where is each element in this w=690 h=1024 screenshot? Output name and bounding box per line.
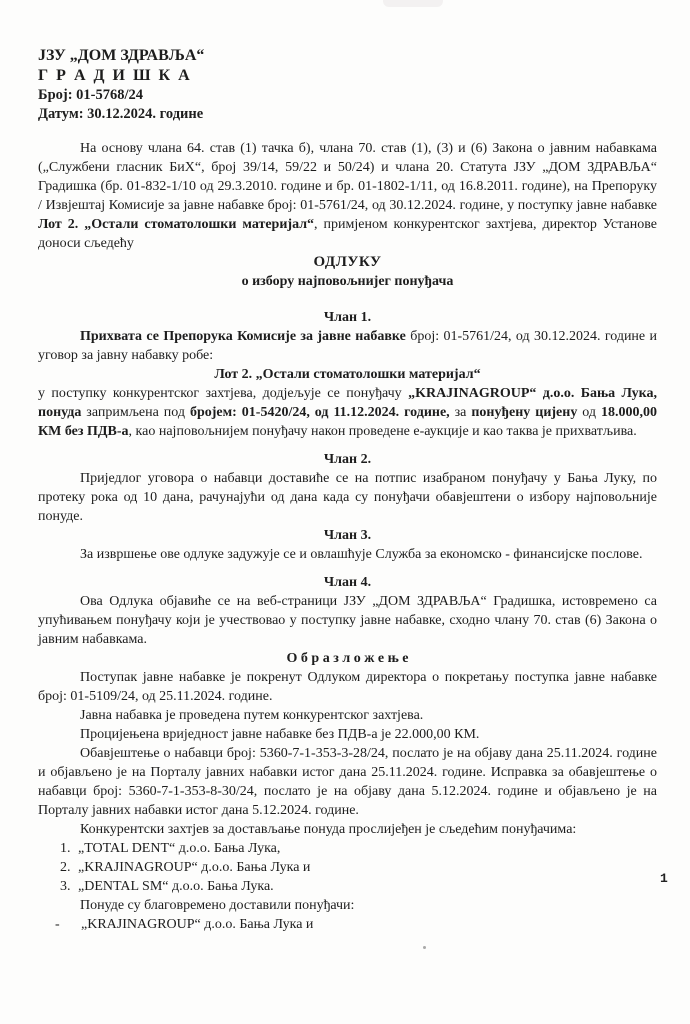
text-segment: За извршење ове одлуке задужује се и овлашћује Служба за економско - финансијске послове. — [80, 547, 643, 562]
list-item — [38, 858, 657, 877]
document-body — [38, 139, 657, 934]
text-segment: број: 01-5761/24, од 30.12.2024. године и уговор за јавну набавку робе: — [38, 329, 657, 363]
text-segment: На основу члана 64. став (1) тачка б), члана 70. став (1), (3) и (6) Закона о јавним набавкама („Службени гласник БиХ“, број 39/14, 59/22 и 50/24) и члана 20. Статута ЈЗУ „ДОМ ЗДРАВЉА“ Градишка (бр. 01-832-1/10 од 29.3.2010. године и бр. 01-1802-1/11, од 16.8.2011. године), на Препоруку / Извјештај Комисије за јавне набавке број: 01-5761/24, од 30.12.2024. године, у поступку јавне набавке — [38, 141, 657, 213]
section-heading — [38, 365, 657, 384]
text-segment: Поступак јавне набавке је покренут Одлуком директора о покретању поступка јавне набавке број: 01-5109/24, од 25.11.2024. године. — [38, 670, 657, 704]
text-segment: Процијењена вриједност јавне набавке без ПДВ-а је 22.000,00 КМ. — [80, 727, 480, 742]
text-segment: Члан 2. — [323, 452, 372, 467]
text-segment: Члан 3. — [323, 528, 372, 543]
text-segment: од — [577, 405, 601, 420]
list-marker: 2. — [60, 860, 71, 875]
document-page — [38, 46, 657, 934]
org-name: ЈЗУ „ДОМ ЗДРАВЉА“ — [38, 47, 205, 64]
paragraph — [38, 327, 657, 365]
paragraph — [38, 820, 657, 839]
text-segment: „KRAJINAGROUP“ д.о.о. Бања Лука, — [408, 386, 657, 401]
paragraph — [38, 469, 657, 526]
text-segment: „KRAJINAGROUP“ д.о.о. Бања Лука и — [78, 860, 311, 875]
text-segment: О б р а з л о ж е њ е — [286, 651, 409, 666]
list-marker: 1. — [60, 841, 71, 856]
text-segment: „DENTAL SM“ д.о.о. Бања Лука. — [78, 879, 274, 894]
text-segment: Понуде су благовремено доставили понуђачи: — [80, 898, 355, 913]
list-item — [38, 877, 657, 896]
document-number: Број: 01-5768/24 — [38, 87, 144, 103]
paragraph — [38, 139, 657, 253]
paragraph — [38, 592, 657, 649]
text-segment: , примјеном конкурентског захтјева, директор Установе доноси сљедећу — [38, 217, 657, 251]
section-heading — [38, 573, 657, 592]
text-segment: Лот 2. „Остали стоматолошки материјал“ — [214, 367, 481, 382]
scan-artifact-band — [383, 0, 443, 7]
section-heading — [38, 526, 657, 545]
paragraph — [38, 706, 657, 725]
text-segment: Обавјештење о набавци број: 5360-7-1-353-3-28/24, послато је на објаву дана 25.11.2024. године и објављено је на Порталу јавних набавки истог дана 25.11.2024. године. Исправка за обавјештење о набавци број: 5360-7-1-353-8-30/24, послато је на објаву дана 5.12.2024. године и објављено је на Порталу јавних набавки истог дана 5.12.2024. године. — [38, 746, 657, 818]
text-segment: Лот 2. „Остали стоматолошки материјал“ — [38, 217, 315, 232]
list-marker: - — [55, 917, 60, 932]
section-heading — [38, 253, 657, 272]
paragraph — [38, 896, 657, 915]
list-marker: 3. — [60, 879, 71, 894]
document-header — [38, 46, 657, 124]
paragraph — [38, 668, 657, 706]
text-segment: Приједлог уговора о набавци доставиће се на потпис изабраном понуђачу у Бања Луку, по протеку рока од 10 дана, рачунајући од дана када су понуђачи обавјештени о избору најповољније понуде. — [38, 471, 657, 524]
page-number: 1 — [660, 871, 668, 886]
text-segment: за — [449, 405, 472, 420]
text-segment: запримљена под — [81, 405, 190, 420]
text-segment: „KRAJINAGROUP“ д.о.о. Бања Лука и — [81, 917, 314, 932]
text-segment: ОДЛУКУ — [313, 254, 382, 270]
text-segment: Ова Одлука објавиће се на веб-страници ЈЗУ „ДОМ ЗДРАВЉА“ Градишка, истовремено са упућивањем понуђачу који је учествовао у поступку јавне набавке, сходно члану 70. став (6) Закона о јавним набавкама. — [38, 594, 657, 647]
text-segment: 18.000,00 КМ без ПДВ-а — [38, 405, 657, 439]
text-segment: , као најповољнијем понуђачу након проведене е-аукције и као таква је прихватљива. — [128, 424, 637, 439]
list-item — [38, 915, 657, 934]
section-heading — [38, 649, 657, 668]
scan-speck — [423, 946, 426, 949]
paragraph — [38, 725, 657, 744]
section-heading — [38, 308, 657, 327]
paragraph — [38, 545, 657, 564]
text-segment: „TOTAL DENT“ д.о.о. Бања Лука, — [78, 841, 281, 856]
section-heading — [38, 272, 657, 291]
text-segment: Члан 4. — [323, 575, 372, 590]
section-heading — [38, 450, 657, 469]
text-segment: Прихвата се Препорука Комисије за јавне набавке — [80, 329, 406, 344]
text-segment: Члан 1. — [323, 310, 372, 325]
paragraph — [38, 744, 657, 820]
text-segment: Јавна набавка је проведена путем конкурентског захтјева. — [80, 708, 424, 723]
text-segment: Конкурентски захтјев за достављање понуда прослијеђен је сљедећим понуђачима: — [80, 822, 577, 837]
text-segment: у поступку конкурентског захтјева, додјељује се понуђачу — [38, 386, 409, 401]
text-segment: понуђену цијену — [471, 405, 578, 420]
document-date: Датум: 30.12.2024. године — [38, 106, 204, 122]
list-item — [38, 839, 657, 858]
text-segment: понуда — [38, 405, 82, 420]
text-segment: бројем: 01-5420/24, од 11.12.2024. године, — [189, 405, 450, 420]
org-city: Г Р А Д И Ш К А — [38, 67, 192, 84]
text-segment: о избору најповољнијег понуђача — [241, 274, 454, 289]
paragraph — [38, 384, 657, 441]
